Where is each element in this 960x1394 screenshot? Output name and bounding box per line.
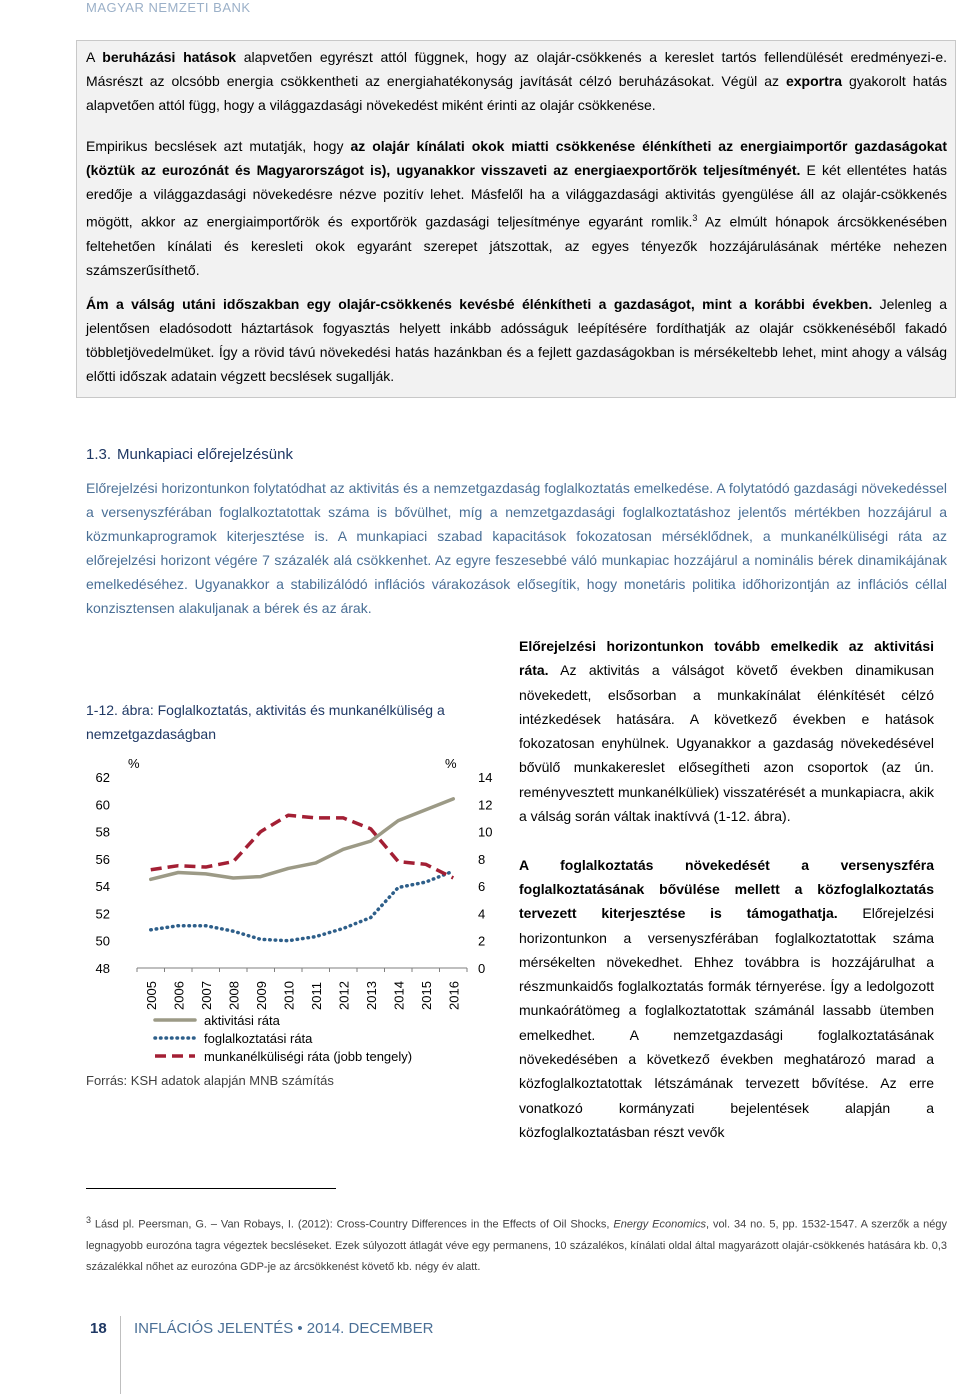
text: Empirikus becslések azt mutatják, hogy: [86, 138, 351, 154]
journal-name: Energy Economics: [613, 1218, 706, 1231]
section-heading: [86, 446, 293, 463]
x-tick-label: 2012: [336, 981, 352, 1010]
text: Az elmúlt hónapok árcsökkenésében feltehetően kínálati és keresleti okok egyaránt szerepet játszottak, az egyes tényezők hozzájárulásának mértéke nehezen számszerűsíthető.: [86, 213, 947, 278]
left-tick-label: 50: [95, 933, 110, 949]
right-tick-label: 10: [478, 824, 493, 840]
right-tick-label: 0: [478, 961, 486, 976]
x-tick-label: 2006: [171, 981, 187, 1010]
figure-title: 1-12. ábra: Foglalkoztatás, aktivitás és munkanélküliség a nemzetgazdaságban: [86, 702, 445, 742]
footnote: [86, 1210, 947, 1278]
text: gyakorolt hatás alapvetően attól függ, hogy a világgazdasági növekedést miként érinti az olajár csökkenése.: [86, 73, 947, 113]
footnote-ref[interactable]: 3: [692, 213, 698, 223]
text: Az aktivitás a válságot követő években dinamikusan növekedett, elsősorban a munkakínálat élénkítését célzó intézkedések hatására. A következő években e hatások fokozatosan enyhülnek. Ugyanakkor a gazdaság növekedésével bővülő munkakereslet elősegítheti azon csoportok (az ún. reményvesztett munkanélküliek) visszatérését a munkapiacra, akik a válság során váltak inaktívvá (1-12. ábra).: [519, 662, 934, 825]
right-column-text: [519, 634, 934, 1144]
lead-sentence: Előrejelzési horizontunkon folytatódhat az aktivitás és a nemzetgazdaság foglalkoztatás emelkedése.: [86, 480, 714, 496]
page-number: 18: [90, 1320, 107, 1337]
right-tick-label: 6: [478, 879, 486, 895]
left-tick-label: 60: [95, 797, 110, 813]
section-intro: [86, 476, 947, 620]
series-line-1: [151, 799, 454, 879]
section-title: Munkapiaci előrejelzésünk: [117, 446, 293, 463]
x-tick-label: 2010: [281, 981, 297, 1010]
left-tick-label: 54: [95, 879, 110, 895]
x-tick-label: 2016: [446, 981, 462, 1010]
left-tick-label: 52: [95, 906, 110, 922]
left-tick-label: 48: [95, 961, 110, 976]
right-tick-label: 8: [478, 851, 486, 867]
series-line-2: [151, 871, 454, 941]
lead-sentence: Ugyanakkor a stabilizálódó inflációs várakozások elősegítik, hogy monetáris politika időhorizontján az inflációs céllal konzisztensen alakuljanak a bérek és az árak.: [86, 576, 947, 616]
series-line-3: [151, 815, 454, 878]
lead-sentence: A folytatódó gazdasági növekedéssel a versenyszférában foglalkoztatottak száma is bővülhet, míg a nemzetgazdasági foglalkoztatáshoz jelentős mértékben hozzájárul a közmunkaprogramok kiterjesztése is.: [86, 480, 947, 544]
text: Jelenleg a jelentősen eladósodott háztartások fogyasztás helyett inkább adósságuk leépítésére fordíthatják az olajár csökkenéséből fakadó többletjövedelmüket. Így a rövid távú növekedési hatás hazánkban és a fejlett gazdaságokban is mérsékeltebb lehet, mint ahogy a válság előtti időszak adatain végzett becslések sugallják.: [86, 296, 948, 384]
legend-label: munkanélküliségi ráta (jobb tengely): [204, 1049, 413, 1064]
footer-divider: [120, 1316, 121, 1394]
footnote-number: 3: [86, 1215, 92, 1225]
x-tick-label: 2007: [198, 981, 214, 1010]
box-paragraph-1: [86, 45, 947, 117]
section-number: 1.3.: [86, 446, 112, 463]
figure-chart: [80, 742, 505, 1077]
x-tick-label: 2009: [253, 981, 269, 1010]
text-bold: az olajár kínálati okok miatti csökkenése élénkítheti az energiaimportőr gazdaságokat (köztük az eurozónát és Magyarországot is), ugyanakkor visszaveti az energiaexportőrök teljesítményét.: [86, 138, 947, 178]
right-tick-label: 2: [478, 933, 486, 949]
x-tick-label: 2005: [143, 981, 159, 1010]
line-chart: [80, 742, 505, 1072]
footer-title: INFLÁCIÓS JELENTÉS • 2014. DECEMBER: [134, 1320, 434, 1337]
text: Lásd pl. Peersman, G. – Van Robays, I. (2012): Cross-Country Differences in the Effects of Oil Shocks,: [91, 1218, 614, 1231]
right-unit-label: %: [445, 756, 457, 771]
header-bank-name: MAGYAR NEMZETI BANK: [86, 0, 251, 15]
left-tick-label: 56: [95, 851, 110, 867]
x-tick-label: 2008: [226, 981, 242, 1010]
lead-sentence: A munkapiaci szabad kapacitások fokozatosan mérséklődnek, a munkanélküliségi ráta az előrejelzési horizont végére 7 százalék alá csökkenhet.: [86, 528, 947, 568]
right-tick-label: 14: [478, 770, 493, 785]
text-bold: Ám a válság utáni időszakban egy olajár-csökkenés kevésbé élénkítheti a gazdaságot, mint a korábbi években.: [86, 296, 873, 312]
box-paragraph-2: [86, 134, 947, 282]
text: Előrejelzési horizontunkon a versenyszférában foglalkoztatottak száma mérsékelten növekedhet. Ehhez továbbra is hozzájárulhat a részmunkaidős foglalkoztatás formák térnyerése. Így a ledolgozott munkaórátömeg a foglalkoztatottak számánál lassabb ütemben emelkedhet. A nemzetgazdasági foglalkoztatásának növekedésében a következő években meghatározó marad a közfoglalkoztatottak létszámának tervezett bővítése. Az erre vonatkozó kormányzati bejelentések alapján a közfoglalkoztatásban részt vevők: [519, 905, 934, 1140]
legend-label: foglalkoztatási ráta: [204, 1031, 313, 1046]
right-tick-label: 4: [478, 906, 486, 922]
text-bold: beruházási hatások: [102, 49, 237, 65]
left-tick-label: 58: [95, 824, 110, 840]
text: , vol. 34 no. 5, pp. 1532-1547. A szerzők a négy legnagyobb eurozóna tagra végeztek becsléseket. Ezek súlyozott átlagát véve egy permanens, 10 százalékos, kínálati oldal által magyarázott olajár-csökkenés hatására kb. 0,3 százalékkal nőhet az eurozóna GDP-je az árcsökkenést követő kb. négy év alatt.: [86, 1218, 947, 1273]
left-tick-label: 62: [95, 770, 110, 785]
x-tick-label: 2013: [363, 981, 379, 1010]
box-paragraph-3: [86, 292, 947, 388]
footnote-divider: [86, 1188, 336, 1189]
lead-sentence: Az egyre feszesebbé váló munkapiac hozzájárul a nominális bérek dinamikájának emelkedéséhez.: [86, 552, 947, 592]
text: E két ellentétes hatás eredője a világgazdasági növekedésre nézve pozitív lehet. Másfelől ha a világgazdasági aktivitás gyengülése áll az olajár-csökkenés mögött, akkor az energiaimportőrök és exportőrök gazdasági teljesítménye egyaránt romlik.: [86, 162, 947, 230]
text: A: [86, 49, 103, 65]
text-bold: exportra: [785, 73, 842, 89]
text: alapvetően egyrészt attól függnek, hogy az olajár-csökkenés a kereslet tartós fellendülését eredményezi-e. Másrészt az olcsóbb energia csökkentheti az energiahatékonyság javítását célzó beruházásokat. Végül az: [86, 49, 947, 89]
left-unit-label: %: [128, 756, 140, 771]
x-tick-label: 2015: [418, 981, 434, 1010]
figure-source: Forrás: KSH adatok alapján MNB számítás: [86, 1073, 334, 1088]
legend-label: aktivitási ráta: [204, 1013, 280, 1028]
x-tick-label: 2014: [391, 981, 407, 1010]
right-tick-label: 12: [478, 797, 493, 813]
text-bold: Előrejelzési horizontunkon tovább emelkedik az aktivitási ráta.: [519, 638, 934, 679]
x-tick-label: 2011: [308, 982, 324, 1010]
text-bold: A foglalkoztatás növekedését a versenyszféra foglalkoztatásának bővülése mellett a közfoglalkoztatás tervezett kiterjesztése is támogathatja.: [519, 856, 934, 922]
